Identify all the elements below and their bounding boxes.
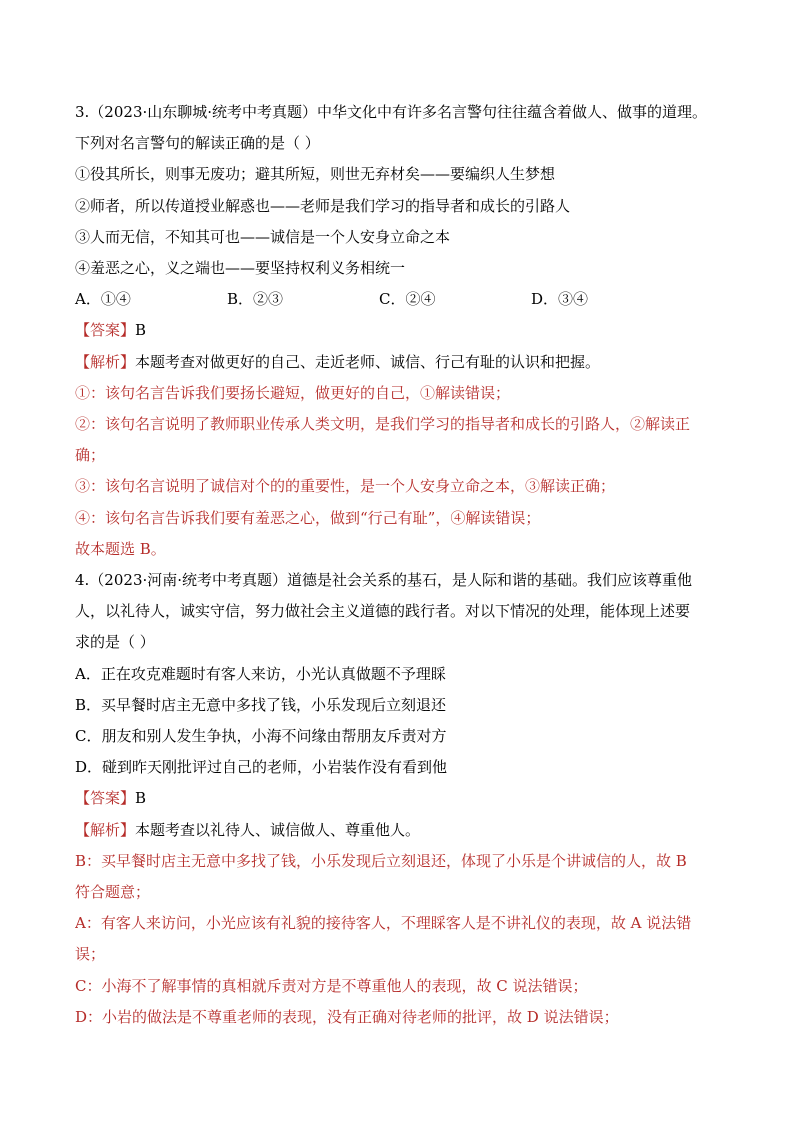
q4-explain-a-2: 误； [75,945,106,964]
q4-explain-b-1: B：买早餐时店主无意中多找了钱，小乐发现后立刻退还，体现了小乐是个讲诚信的人，故 B [75,851,687,870]
q3-option-a: A．①④ [75,290,131,309]
q3-option-d: D．③④ [531,290,589,309]
q4-answer [75,783,734,814]
q4-stem-line-3: 求的是（ ） [75,633,155,652]
q3-explain-2b: 确； [75,446,106,465]
q3-stem-line-2: 下列对名言警句的解读正确的是（ ） [75,134,320,153]
q3-item-3: ③人而无信，不知其可也——诚信是一个人安身立命之本 [75,227,451,246]
q4-option-b: B．买早餐时店主无意中多找了钱，小乐发现后立刻退还 [75,695,447,714]
q4-explain-d: D：小岩的做法是不尊重老师的表现，没有正确对待老师的批评，故 D 说法错误； [75,1007,619,1026]
q3-explain-2a: ②：该句名言说明了教师职业传承人类文明，是我们学习的指导者和成长的引路人，②解读正 [75,415,691,434]
q3-explain-3: ③：该句名言说明了诚信对个的的重要性，是一个人安身立命之本，③解读正确； [75,477,616,496]
q3-conclusion: 故本题选 B。 [75,539,166,558]
q3-item-1: ①役其所长，则事无废功；避其所短，则世无弃材矣——要编织人生梦想 [75,165,556,184]
q4-explain-c: C：小海不了解事情的真相就斥责对方是不尊重他人的表现，故 C 说法错误； [75,976,588,995]
q4-stem-line-2: 人，以礼待人，诚实守信，努力做社会主义道德的践行者。对以下情况的处理，能体现上述要 [75,602,691,621]
q3-answer-tag: 【答案】 [75,321,136,340]
q3-stem-line-1: 3.（2023·山东聊城·统考中考真题）中华文化中有许多名言警句往往蕴含着做人、做事的道理。 [75,103,708,121]
q4-option-a: A．正在攻克难题时有客人来访，小光认真做题不予理睬 [75,664,446,683]
q4-option-d: D．碰到昨天刚批评过自己的老师，小岩装作没有看到他 [75,758,448,777]
q3-analysis-tag: 【解析】 [75,352,136,371]
q4-analysis-tag: 【解析】 [75,820,136,839]
q3-option-c: C．②④ [379,290,436,309]
q3-explain-4: ④：该句名言告诉我们要有羞恶之心，做到“行己有耻”，④解读错误； [75,508,541,527]
q4-analysis-text: 本题考查以礼待人、诚信做人、尊重他人。 [135,820,421,839]
q4-option-c: C．朋友和别人发生争执，小海不问缘由帮朋友斥责对方 [75,727,447,746]
q3-item-2: ②师者，所以传道授业解惑也——老师是我们学习的指导者和成长的引路人 [75,196,571,215]
q3-explain-1: ①：该句名言告诉我们要扬长避短，做更好的自己，①解读错误； [75,383,511,402]
q4-answer-value: B [135,789,147,808]
q3-options [75,284,734,315]
q3-analysis-text: 本题考查对做更好的自己、走近老师、诚信、行己有耻的认识和把握。 [135,352,601,371]
q4-explain-b-2: 符合题意； [75,883,151,902]
q4-stem-line-1: 4.（2023·河南·统考中考真题）道德是社会关系的基石，是人际和谐的基础。我们应该尊重他 [75,571,693,590]
q3-option-b: B．②③ [227,290,284,309]
q3-item-4: ④羞恶之心，义之端也——要坚持权利义务相统一 [75,259,406,278]
q4-answer-tag: 【答案】 [75,789,136,808]
q4-explain-a-1: A：有客人来访问，小光应该有礼貌的接待客人，不理睬客人是不讲礼仪的表现，故 A 说法错 [75,914,692,933]
q3-answer [75,315,734,346]
q4-analysis [75,815,734,846]
q3-analysis [75,347,734,378]
q3-answer-value: B [135,321,147,340]
